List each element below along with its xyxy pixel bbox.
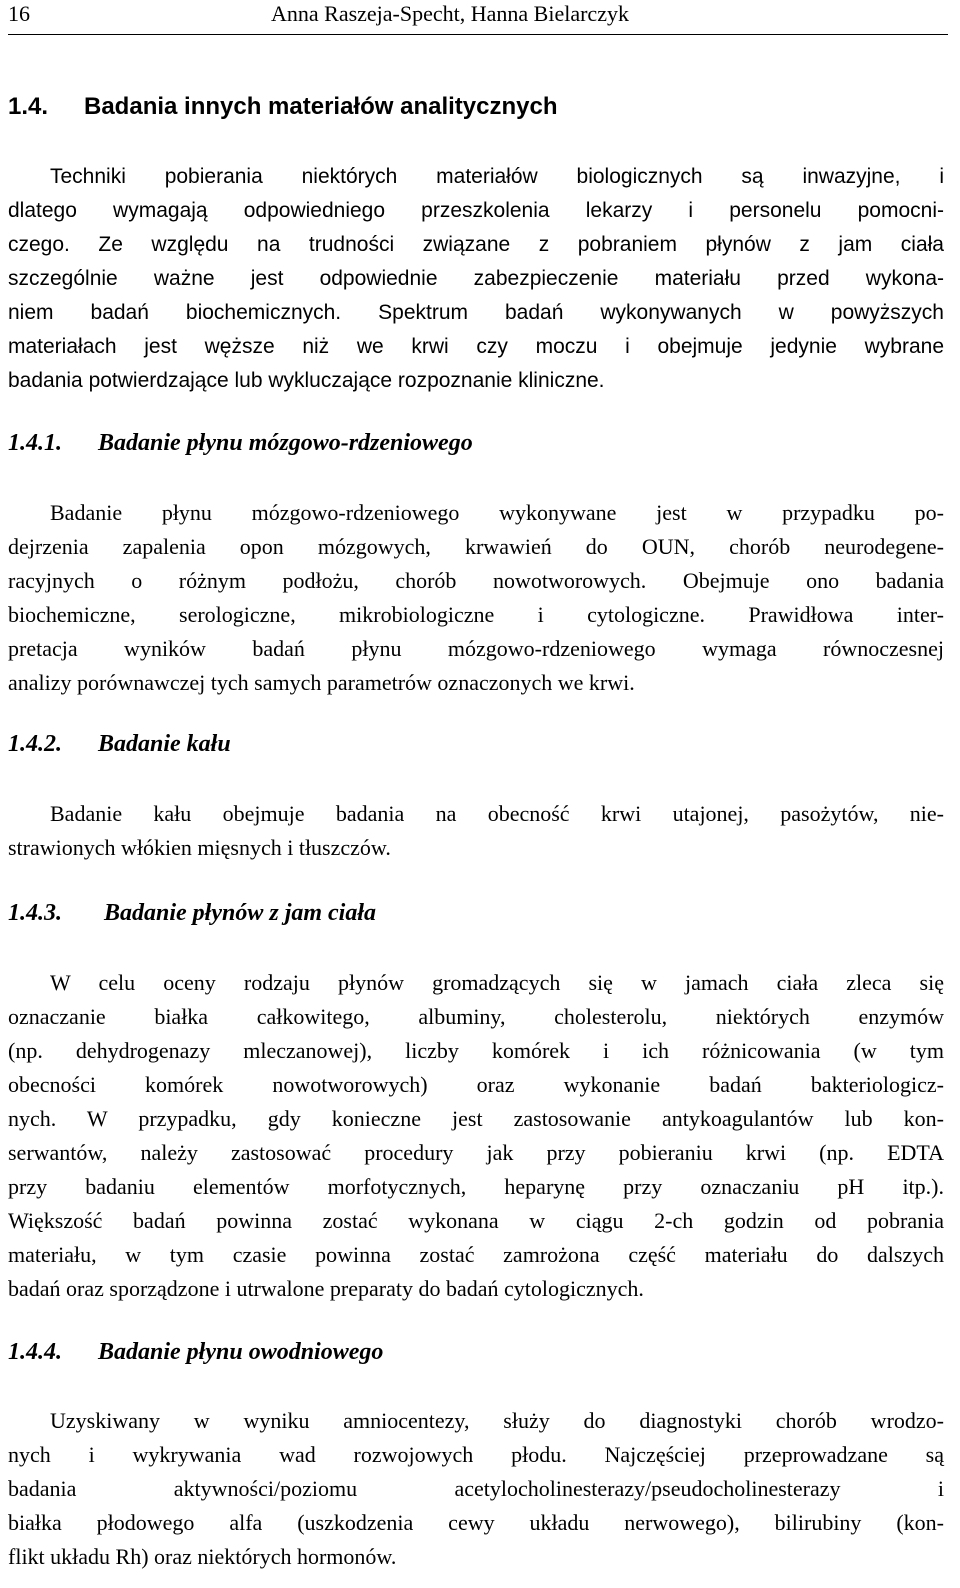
section-intro-paragraph	[8, 160, 944, 398]
paragraph-line: przy badaniu elementów morfotycznych, heparynę przy oznaczaniu pH itp.).	[8, 1174, 944, 1199]
paragraph-line: racyjnych o różnym podłożu, chorób nowotworowych. Obejmuje ono badania	[8, 568, 944, 593]
paragraph-line: Badanie kału obejmuje badania na obecność krwi utajonej, pasożytów, nie-	[50, 801, 944, 826]
subsection-paragraph	[8, 797, 944, 865]
subsection-heading	[8, 428, 944, 458]
subsection-number: 1.4.4.	[8, 1339, 62, 1365]
paragraph-line: (np. dehydrogenazy mleczanowej), liczby komórek i ich różnicowania (w tym	[8, 1038, 944, 1063]
paragraph-line: badania aktywności/poziomu acetylocholinesterazy/pseudocholinesterazy i	[8, 1476, 944, 1501]
paragraph-line: dlatego wymagają odpowiedniego przeszkolenia lekarzy i personelu pomocni-	[8, 199, 944, 222]
subsection-number: 1.4.2.	[8, 731, 62, 757]
paragraph-line: Uzyskiwany w wyniku amniocentezy, służy do diagnostyki chorób wrodzo-	[50, 1408, 944, 1433]
paragraph-line: strawionych włókien mięsnych i tłuszczów.	[8, 835, 391, 860]
paragraph-line: materiału, w tym czasie powinna zostać zamrożona część materiału do dalszych	[8, 1242, 944, 1267]
paragraph-line: analizy porównawczej tych samych parametrów oznaczonych we krwi.	[8, 670, 635, 695]
paragraph-line: oznaczanie białka całkowitego, albuminy, cholesterolu, niektórych enzymów	[8, 1004, 944, 1029]
paragraph-line: obecności komórek nowotworowych) oraz wykonanie badań bakteriologicz-	[8, 1072, 944, 1097]
paragraph-line: materiałach jest węższe niż we krwi czy moczu i obejmuje jedynie wybrane	[8, 335, 944, 358]
subsection-heading	[8, 729, 944, 759]
paragraph-line: Większość badań powinna zostać wykonana w ciągu 2-ch godzin od pobrania	[8, 1208, 944, 1233]
subsection-title: Badanie płynu mózgowo-rdzeniowego	[98, 430, 473, 456]
subsection-title: Badanie płynu owodniowego	[98, 1339, 384, 1365]
subsection-paragraph	[8, 1404, 944, 1574]
section-number: 1.4.	[8, 93, 49, 120]
paragraph-line: flikt układu Rh) oraz niektórych hormonów.	[8, 1544, 397, 1569]
paragraph-line: biochemiczne, serologiczne, mikrobiologiczne i cytologiczne. Prawidłowa inter-	[8, 602, 944, 627]
paragraph-line: nych. W przypadku, gdy konieczne jest zastosowanie antykoagulantów lub kon-	[8, 1106, 944, 1131]
subsection-title: Badanie kału	[98, 731, 231, 757]
paragraph-line: badania potwierdzające lub wykluczające rozpoznanie kliniczne.	[8, 369, 605, 392]
subsection-paragraph	[8, 496, 944, 700]
paragraph-line: szczególnie ważne jest odpowiednie zabezpieczenie materiału przed wykona-	[8, 267, 944, 290]
subsection-title: Badanie płynów z jam ciała	[104, 900, 377, 926]
paragraph-line: Techniki pobierania niektórych materiałów biologicznych są inwazyjne, i	[50, 165, 944, 188]
section-title: Badania innych materiałów analitycznych	[84, 93, 558, 120]
subsection-number: 1.4.1.	[8, 430, 62, 456]
running-title: Anna Raszeja-Specht, Hanna Bielarczyk	[271, 1, 629, 26]
section-heading	[8, 92, 944, 122]
paragraph-line: pretacja wyników badań płynu mózgowo-rdzeniowego wymaga równoczesnej	[8, 636, 944, 661]
subsection-heading	[8, 1337, 944, 1367]
paragraph-line: badań oraz sporządzone i utrwalone preparaty do badań cytologicznych.	[8, 1276, 644, 1301]
subsection-heading	[8, 898, 944, 928]
paragraph-line: serwantów, należy zastosować procedury jak przy pobieraniu krwi (np. EDTA	[8, 1140, 944, 1165]
paragraph-line: dejrzenia zapalenia opon mózgowych, krwawień do OUN, chorób neurodegene-	[8, 534, 944, 559]
subsection-number: 1.4.3.	[8, 900, 62, 926]
running-header	[8, 0, 948, 35]
page-number: 16	[8, 1, 30, 26]
paragraph-line: Badanie płynu mózgowo-rdzeniowego wykonywane jest w przypadku po-	[50, 500, 944, 525]
paragraph-line: czego. Ze względu na trudności związane z pobraniem płynów z jam ciała	[8, 233, 944, 256]
paragraph-line: niem badań biochemicznych. Spektrum badań wykonywanych w powyższych	[8, 301, 944, 324]
paragraph-line: białka płodowego alfa (uszkodzenia cewy układu nerwowego), bilirubiny (kon-	[8, 1510, 944, 1535]
subsection-paragraph	[8, 966, 944, 1306]
paragraph-line: nych i wykrywania wad rozwojowych płodu. Najczęściej przeprowadzane są	[8, 1442, 944, 1467]
paragraph-line: W celu oceny rodzaju płynów gromadzących się w jamach ciała zleca się	[50, 970, 944, 995]
